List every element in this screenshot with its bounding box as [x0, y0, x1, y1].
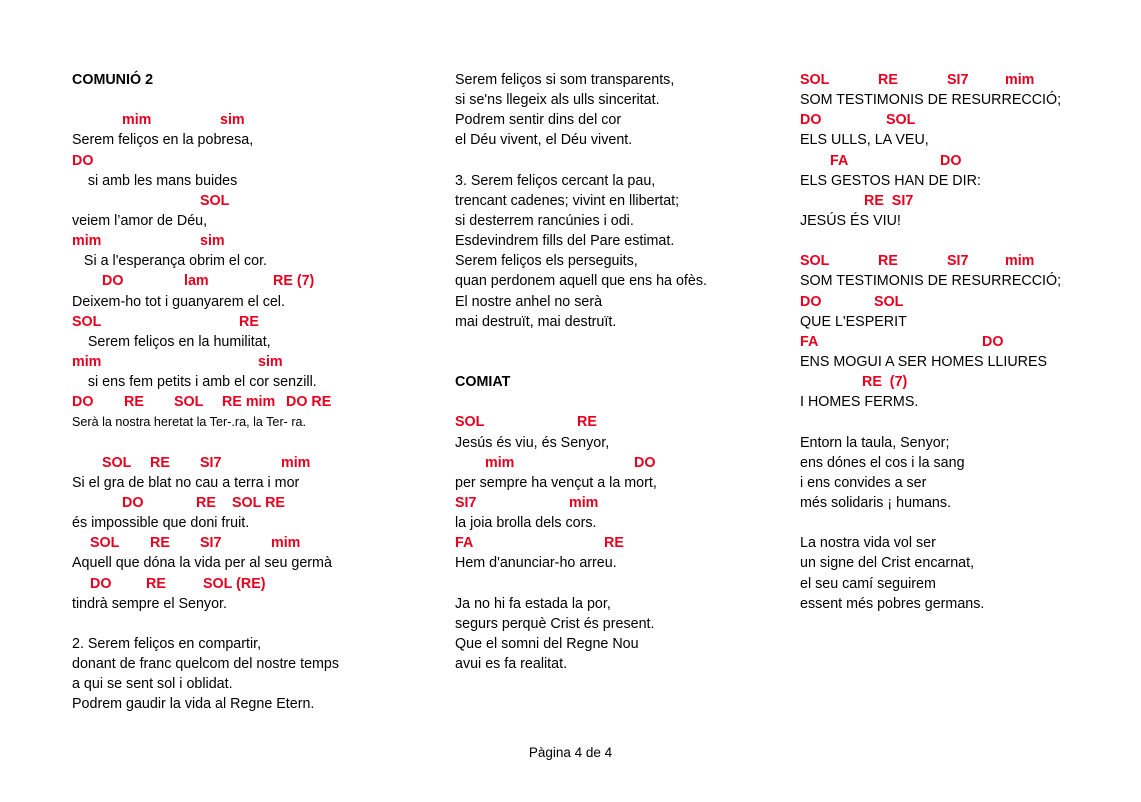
lyric-line: SOM TESTIMONIS DE RESURRECCIÓ;: [800, 273, 1062, 290]
lyric-line: Esdevindrem fills del Pare estimat.: [455, 233, 675, 250]
lyric-line: Podrem sentir dins del cor: [455, 112, 622, 129]
chord-label: SOL: [72, 313, 102, 330]
chord-line: [72, 191, 432, 211]
chord-label: lam: [184, 273, 209, 290]
chord-line: [455, 493, 785, 513]
lyric-line: més solidaris ¡ humans.: [800, 494, 951, 511]
chord-line: [72, 493, 432, 513]
chord-line: [455, 533, 785, 553]
chord-line: [800, 151, 1120, 171]
lyric-line: ELS ULLS, LA VEU,: [800, 132, 929, 149]
lyric-line: Deixem-ho tot i guanyarem el cel.: [72, 293, 285, 310]
chord-line: [455, 412, 785, 432]
lyric-line: Serem feliços els perseguits,: [455, 253, 638, 270]
chord-line: [800, 372, 1120, 392]
chord-line: [72, 574, 432, 594]
chord-label: mim: [72, 353, 102, 370]
lyric-line: Entorn la taula, Senyor;: [800, 434, 950, 451]
chord-label: DO: [72, 152, 94, 169]
lyric-line: essent més pobres germans.: [800, 595, 985, 612]
lyric-line: SOM TESTIMONIS DE RESURRECCIÓ;: [800, 92, 1062, 109]
chord-label: sim: [220, 112, 245, 129]
lyric-line: Que el somni del Regne Nou: [455, 635, 639, 652]
chord-line: [800, 292, 1120, 312]
chord-label: SI7: [200, 535, 222, 552]
chord-line: [72, 533, 432, 553]
chord-line: [800, 332, 1120, 352]
chord-line: [72, 151, 432, 171]
chord-label: SOL: [800, 253, 830, 270]
chord-label: DO: [122, 494, 144, 511]
lyric-line: a qui se sent sol i oblidat.: [72, 676, 233, 693]
chord-line: [72, 352, 432, 372]
chord-label: SI7: [947, 72, 969, 88]
blank-line: [800, 412, 1120, 432]
lyric-line: Serem feliços en la humilitat,: [72, 333, 271, 350]
lyric-line: QUE L'ESPERIT: [800, 313, 907, 330]
lyric-line: Podrem gaudir la vida al Regne Etern.: [72, 696, 315, 713]
chord-label: sim: [258, 353, 283, 370]
lyric-line: 3. Serem feliços cercant la pau,: [455, 172, 656, 189]
chord-label: mim: [271, 535, 301, 552]
blank-line: [455, 352, 785, 372]
chord-label: mim: [569, 494, 599, 511]
blank-line: [72, 90, 432, 110]
blank-line: [455, 151, 785, 171]
chord-label: RE: [604, 535, 624, 552]
chord-label: RE: [196, 494, 216, 511]
chord-label: RE mim: [222, 394, 276, 411]
chord-label: RE (7): [273, 273, 315, 290]
chord-label: mim: [1005, 253, 1035, 270]
chord-label: SI7: [455, 494, 477, 511]
chord-line: [72, 110, 432, 130]
lyric-line: mai destruït, mai destruït.: [455, 313, 617, 330]
chord-line: [72, 231, 432, 251]
chord-line: [800, 191, 1120, 211]
chord-label: DO: [800, 112, 822, 129]
chord-label: RE: [878, 72, 898, 88]
lyric-line: Ja no hi fa estada la por,: [455, 595, 611, 612]
lyric-line: per sempre ha vençut a la mort,: [455, 474, 657, 491]
lyric-line: Si a l'esperança obrim el cor.: [72, 253, 268, 270]
chord-label: RE: [146, 575, 166, 592]
lyric-line: El nostre anhel no serà: [455, 293, 603, 310]
blank-line: [800, 513, 1120, 533]
chord-label: RE: [878, 253, 898, 270]
chord-line: [72, 271, 432, 291]
chord-line: [72, 453, 432, 473]
chord-line: [800, 110, 1120, 130]
chord-label: DO RE: [286, 394, 332, 411]
lyric-line: Serà la nostra heretat la Ter-.ra, la Ter- ra.: [72, 415, 307, 430]
chord-label: mim: [281, 454, 311, 471]
blank-line: [800, 231, 1120, 251]
chord-label: DO: [102, 273, 124, 290]
lyric-line: és impossible que doni fruit.: [72, 515, 250, 532]
chord-label: RE: [577, 414, 597, 431]
chord-label: DO: [90, 575, 112, 592]
lyric-line: quan perdonem aquell que ens ha ofès.: [455, 273, 707, 290]
chord-label: DO: [940, 152, 962, 169]
chord-label: RE: [124, 394, 144, 411]
chord-label: sim: [200, 233, 225, 250]
chord-label: SOL: [455, 414, 485, 431]
lyric-line: si se'ns llegeix als ulls sinceritat.: [455, 92, 660, 109]
lyric-line: La nostra vida vol ser: [800, 535, 936, 552]
lyric-line: avui es fa realitat.: [455, 656, 568, 673]
lyric-line: veiem l’amor de Déu,: [72, 212, 208, 229]
lyric-line: Si el gra de blat no cau a terra i mor: [72, 474, 300, 491]
chord-label: mim: [485, 454, 515, 471]
chord-label: mim: [72, 233, 102, 250]
chord-label: SOL: [800, 72, 830, 88]
chord-label: SOL: [102, 454, 132, 471]
lyric-line: si amb les mans buides: [72, 172, 238, 189]
column-1: [72, 70, 432, 715]
lyric-line: Serem feliços en la pobresa,: [72, 132, 254, 149]
lyric-line: trencant cadenes; vivint en llibertat;: [455, 192, 680, 209]
lyric-line: si desterrem rancúnies i odi.: [455, 212, 634, 229]
lyric-line: I HOMES FERMS.: [800, 394, 919, 411]
chord-label: SOL: [886, 112, 916, 129]
column-3: [800, 70, 1120, 614]
lyric-line: ENS MOGUI A SER HOMES LLIURES: [800, 353, 1048, 370]
lyric-line: Aquell que dóna la vida per al seu germà: [72, 555, 332, 572]
lyric-line: segurs perquè Crist és present.: [455, 615, 655, 632]
chord-label: SOL (RE): [203, 575, 266, 592]
chord-label: RE: [239, 313, 259, 330]
page-footer: Pàgina 4 de 4: [528, 745, 613, 760]
song-title: COMUNIÓ 2: [72, 72, 154, 88]
chord-label: RE: [150, 535, 170, 552]
chord-label: SOL: [200, 192, 230, 209]
lyric-line: ens dónes el cos i la sang: [800, 454, 965, 471]
chord-line: [800, 70, 1120, 90]
blank-line: [72, 433, 432, 453]
chord-label: SI7: [947, 253, 969, 270]
lyric-line: tindrà sempre el Senyor.: [72, 595, 227, 612]
chord-label: RE: [150, 454, 170, 471]
chord-label: DO: [982, 333, 1004, 350]
column-2: [455, 70, 785, 674]
lyric-line: Jesús és viu, és Senyor,: [455, 434, 610, 451]
chord-label: SOL: [874, 293, 904, 310]
chord-line: [72, 392, 432, 412]
chord-label: SOL: [174, 394, 204, 411]
lyric-line: el Déu vivent, el Déu vivent.: [455, 132, 633, 149]
chord-label: FA: [830, 152, 849, 169]
lyric-line: la joia brolla dels cors.: [455, 515, 597, 532]
chord-label: mim: [1005, 72, 1035, 88]
chord-line: [455, 453, 785, 473]
blank-line: [72, 614, 432, 634]
chord-label: DO: [634, 454, 656, 471]
chord-line: [72, 312, 432, 332]
lyric-line: Hem d'anunciar-ho arreu.: [455, 555, 617, 572]
chord-label: FA: [455, 535, 474, 552]
lyric-line: un signe del Crist encarnat,: [800, 555, 975, 572]
lyric-line: i ens convides a ser: [800, 474, 927, 491]
chord-label: SOL: [90, 535, 120, 552]
lyric-line: Serem feliços si som transparents,: [455, 72, 675, 88]
chord-label: DO: [72, 394, 94, 411]
lyric-line: JESÚS ÉS VIU!: [800, 212, 901, 229]
chord-label: SI7: [200, 454, 222, 471]
lyric-line: 2. Serem feliços en compartir,: [72, 635, 262, 652]
lyric-line: ELS GESTOS HAN DE DIR:: [800, 172, 981, 189]
chord-label: RE (7): [862, 374, 908, 391]
chord-label: FA: [800, 333, 819, 350]
blank-line: [455, 574, 785, 594]
chord-label: mim: [122, 112, 152, 129]
blank-line: [455, 332, 785, 352]
song-title: COMIAT: [455, 374, 511, 391]
blank-line: [455, 392, 785, 412]
chord-label: DO: [800, 293, 822, 310]
chord-label: SOL RE: [232, 494, 285, 511]
lyric-line: donant de franc quelcom del nostre temps: [72, 656, 340, 673]
chord-label: RE SI7: [864, 192, 914, 209]
lyric-line: el seu camí seguirem: [800, 575, 936, 592]
chord-line: [800, 251, 1120, 271]
lyric-line: si ens fem petits i amb el cor senzill.: [72, 374, 317, 391]
